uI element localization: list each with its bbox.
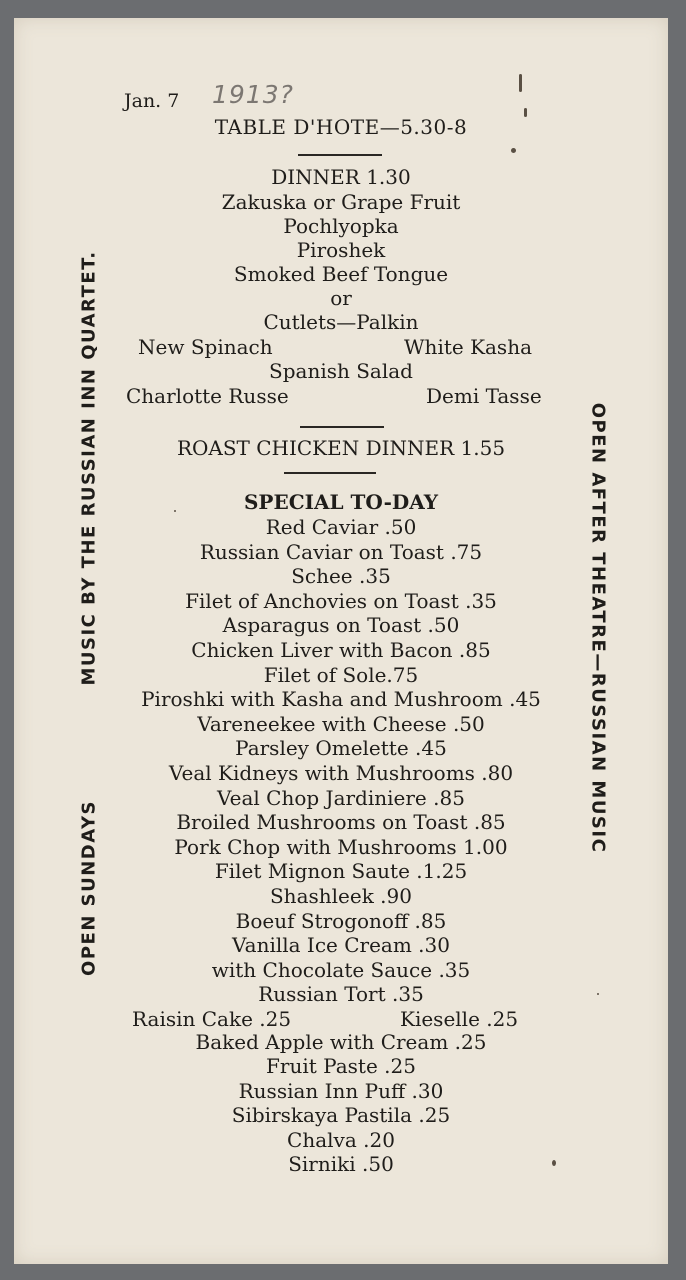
special-item: Chalva .20 — [287, 1127, 395, 1152]
special-item-right: Kieselle .25 — [400, 1007, 519, 1031]
paper-speck — [552, 1160, 556, 1166]
divider — [298, 154, 382, 156]
dinner-item: Spanish Salad — [269, 359, 413, 383]
dinner-item-left: Charlotte Russe — [126, 384, 289, 408]
special-item: Piroshki with Kasha and Mushroom .45 — [141, 687, 541, 712]
paper-speck — [174, 510, 176, 512]
paper-speck — [597, 993, 599, 995]
special-item: Broiled Mushrooms on Toast .85 — [176, 810, 506, 835]
special-item: Parsley Omelette .45 — [235, 736, 447, 761]
special-item-left: Raisin Cake .25 — [132, 1007, 292, 1031]
special-item: Russian Inn Puff .30 — [238, 1078, 444, 1103]
special-item: Red Caviar .50 — [265, 515, 417, 539]
special-item: Russian Caviar on Toast .75 — [199, 539, 483, 564]
menu-date: Jan. 7 — [124, 90, 180, 112]
side-text-after-theatre: OPEN AFTER THEATRE—RUSSIAN MUSIC — [587, 402, 609, 854]
special-item: Sibirskaya Pastila .25 — [231, 1103, 451, 1128]
special-item: Pork Chop with Mushrooms 1.00 — [174, 834, 508, 859]
dinner-item: Smoked Beef Tongue — [233, 262, 449, 286]
dinner-item-right: White Kasha — [404, 335, 532, 359]
special-item: Vanilla Ice Cream .30 — [232, 933, 450, 958]
special-item: Filet of Anchovies on Toast .35 — [185, 588, 497, 613]
dinner-heading: DINNER 1.30 — [271, 165, 411, 189]
special-item: Vareneekee with Cheese .50 — [197, 711, 485, 736]
special-item: Fruit Paste .25 — [266, 1054, 416, 1079]
dinner-item: or — [330, 286, 352, 310]
dinner-item-right: Demi Tasse — [426, 384, 542, 408]
dinner-item: Cutlets—Palkin — [263, 310, 419, 334]
special-item: Asparagus on Toast .50 — [222, 613, 460, 638]
special-item: Baked Apple with Cream .25 — [195, 1030, 487, 1054]
divider — [300, 426, 384, 428]
paper-speck — [511, 148, 516, 153]
special-item: Russian Tort .35 — [258, 982, 424, 1007]
paper-speck — [524, 108, 527, 117]
special-item: Veal Chop Jardiniere .85 — [217, 785, 465, 810]
special-item: Boeuf Strogonoff .85 — [235, 908, 447, 933]
table-dhote-title: TABLE D'HOTE—5.30-8 — [214, 115, 468, 139]
special-item: Schee .35 — [291, 564, 391, 589]
roast-chicken-dinner: ROAST CHICKEN DINNER 1.55 — [176, 436, 506, 460]
special-item: Filet Mignon Saute .1.25 — [214, 859, 468, 884]
side-text-open-sundays: OPEN SUNDAYS — [78, 800, 100, 976]
special-item: Chicken Liver with Bacon .85 — [191, 638, 491, 662]
dinner-item: Zakuska or Grape Fruit — [221, 190, 461, 214]
dinner-item: Pochlyopka — [283, 214, 399, 238]
special-item: Sirniki .50 — [288, 1152, 394, 1176]
paper-speck — [519, 74, 522, 92]
special-item: Veal Kidneys with Mushrooms .80 — [168, 761, 514, 785]
handwritten-year: 1913? — [212, 80, 294, 109]
menu-card — [14, 18, 668, 1264]
special-item: Filet of Sole.75 — [263, 662, 419, 687]
special-heading: SPECIAL TO-DAY — [243, 490, 439, 514]
special-item: with Chocolate Sauce .35 — [211, 957, 471, 982]
dinner-item: Piroshek — [296, 238, 386, 262]
dinner-item-left: New Spinach — [138, 335, 273, 359]
side-text-music: MUSIC BY THE RUSSIAN INN QUARTET. — [78, 250, 100, 686]
special-item: Shashleek .90 — [269, 884, 412, 908]
divider — [284, 472, 376, 474]
